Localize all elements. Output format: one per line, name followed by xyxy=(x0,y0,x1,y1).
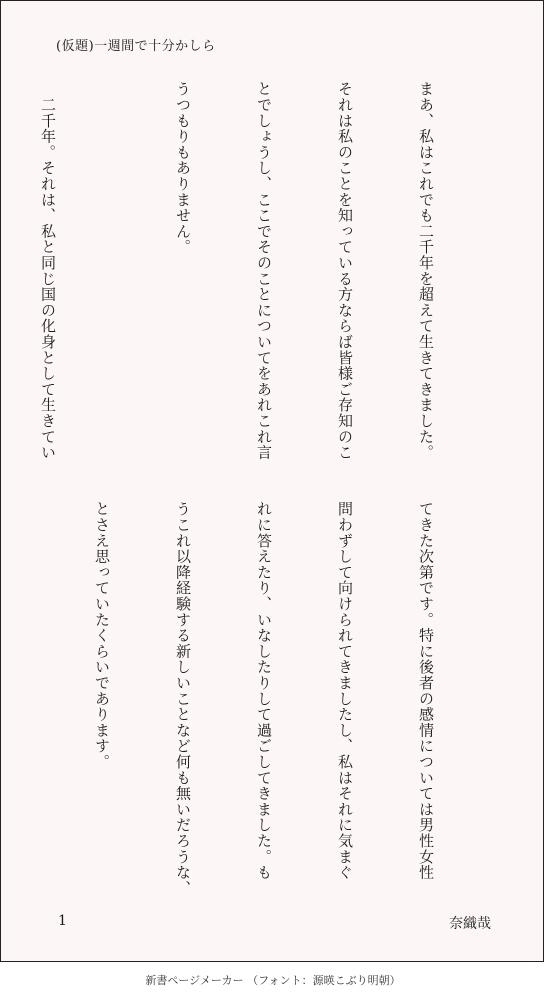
text-column: とでしょうし、ここでそのことについてをあれこれ言 xyxy=(255,81,273,461)
page-number: 1 xyxy=(58,913,67,929)
text-column: 問わずして向けられてきましたし、私はそれに気まぐ xyxy=(336,501,354,881)
text-column: まあ、私はこれでも二千年を超えて生きてきました。 xyxy=(417,81,435,461)
text-column: れに答えたり、いなしたりして過ごしてきました。も xyxy=(255,501,273,881)
text-column: とさえ思っていたくらいであります。 xyxy=(93,501,111,770)
lower-text-block xyxy=(53,501,493,901)
text-column: それは私のことを知っている方ならば皆様ご存知のこ xyxy=(336,81,354,461)
text-column: てきた次第です。特に後者の感情については男性女性 xyxy=(417,501,435,881)
text-column: うこれ以降経験する新しいことなど何も無いだろうな、 xyxy=(174,501,192,896)
upper-text-block xyxy=(39,81,493,481)
text-column: うつもりもありません。 xyxy=(174,81,192,255)
footer-caption: 新書ページメーカー （フォント：源暎こぶり明朝） xyxy=(145,974,401,987)
text-column: 二千年。それは、私と同じ国の化身として生きてい xyxy=(39,81,57,461)
running-header-title: (仮題)一週間で十分かしら xyxy=(56,39,216,54)
author-name: 奈織哉 xyxy=(449,916,491,932)
